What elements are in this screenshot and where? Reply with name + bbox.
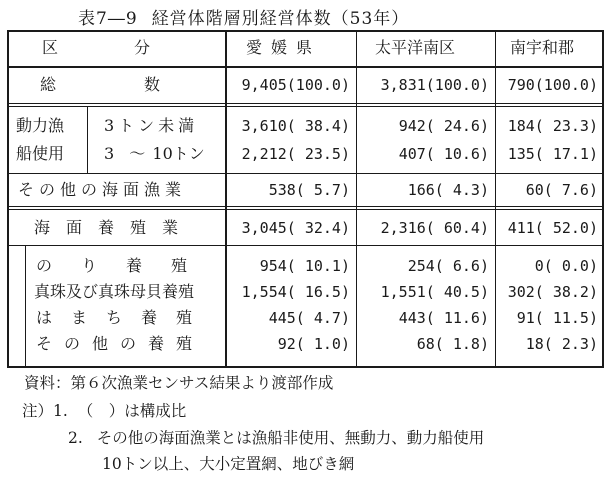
aquaculture-indent-divider (25, 245, 26, 368)
row-aquaculture-label: 海面養殖業 (34, 218, 195, 237)
nori-pacific-south: 254( 6.6) (407, 257, 489, 275)
rule-after-powered (7, 173, 604, 174)
from3to10-ehime: 2,212( 23.5) (241, 145, 350, 163)
nori-ehime: 954( 10.1) (259, 257, 350, 275)
hamachi-pacific-south: 443( 11.6) (398, 309, 489, 327)
total-pacific-south: 3,831(100.0) (380, 76, 489, 94)
row-3to10-label (104, 144, 205, 164)
note-2 (68, 428, 484, 448)
pearl-pacific-south: 1,551( 40.5) (380, 283, 489, 301)
powered-group-label-top: 動力漁 (16, 116, 65, 135)
rule-after-total (7, 103, 604, 104)
header-category (42, 38, 227, 58)
note-2-continued: 10トン以上、大小定置網、地びき網 (102, 455, 355, 473)
hamachi-minamiuwa: 91( 11.5) (516, 309, 598, 327)
table-number: 表7―9 (78, 9, 138, 29)
hamachi-ehime: 445( 4.7) (268, 309, 350, 327)
note-2-text: その他の海面漁業とは漁船非使用、無動力、動力船使用 (96, 429, 485, 447)
header-divider (7, 66, 604, 68)
header-category-text: 区分 (42, 38, 227, 57)
table-title (78, 4, 538, 29)
pearl-minamiuwa: 302( 38.2) (507, 283, 598, 301)
other-sea-ehime: 538( 5.7) (268, 181, 350, 199)
note-1 (22, 401, 186, 421)
row-3to10-b: ～ (129, 144, 146, 163)
row-other-sea-label: その他の海面漁業 (18, 180, 187, 199)
total-minamiuwa: 790(100.0) (507, 76, 598, 94)
header-pacific-south: 太平洋南区 (375, 38, 456, 57)
other-sea-pacific-south: 166( 4.3) (407, 181, 489, 199)
aquaculture-minamiuwa: 411( 52.0) (507, 219, 598, 237)
row-other-aqua-label: その他の養殖 (36, 334, 205, 353)
row-nori-label: のり養殖 (36, 256, 217, 275)
header-ehime: 愛媛県 (246, 38, 322, 57)
other-sea-minamiuwa: 60( 7.6) (525, 181, 598, 199)
table-caption: 経営体階層別経営体数（53年） (151, 9, 410, 29)
under3-minamiuwa: 184( 23.3) (507, 117, 598, 135)
rule-after-aquaculture (7, 245, 604, 246)
row-under3-label: 3トン未満 (104, 116, 199, 135)
col-divider-3 (495, 30, 496, 368)
powered-group-divider (87, 106, 88, 173)
header-minamiuwa: 南宇和郡 (510, 38, 575, 57)
row-hamachi-label: はまち養殖 (36, 308, 212, 327)
from3to10-pacific-south: 407( 10.6) (398, 145, 489, 163)
row-3to10-c: 10トン (152, 144, 205, 163)
source-note: 資料：第６次漁業センサス結果より渡部作成 (24, 374, 334, 392)
note-1-text: （ ）は構成比 (77, 402, 187, 420)
aquaculture-ehime: 3,045( 32.4) (241, 219, 350, 237)
nori-minamiuwa: 0( 0.0) (534, 257, 598, 275)
pearl-ehime: 1,554( 16.5) (241, 283, 350, 301)
total-ehime: 9,405(100.0) (241, 76, 350, 94)
row-total-label: 総数 (40, 75, 249, 94)
rule-after-other-sea-double (7, 209, 604, 210)
aquaculture-pacific-south: 2,316( 60.4) (380, 219, 489, 237)
rule-after-total-double (7, 106, 604, 107)
under3-ehime: 3,610( 38.4) (241, 117, 350, 135)
note-2-num: 2. (68, 429, 83, 447)
row-3to10-a: 3 (104, 144, 115, 163)
rule-after-other-sea (7, 206, 604, 207)
under3-pacific-south: 942( 24.6) (398, 117, 489, 135)
other-aqua-ehime: 92( 1.0) (277, 335, 350, 353)
col-divider-2 (356, 30, 357, 368)
other-aqua-minamiuwa: 18( 2.3) (525, 335, 598, 353)
from3to10-minamiuwa: 135( 17.1) (507, 145, 598, 163)
note-label: 注）1. (22, 402, 68, 420)
other-aqua-pacific-south: 68( 1.8) (416, 335, 489, 353)
powered-group-label-bottom: 船使用 (16, 144, 65, 163)
row-pearl-label: 真珠及び真珠母貝養殖 (34, 282, 195, 301)
